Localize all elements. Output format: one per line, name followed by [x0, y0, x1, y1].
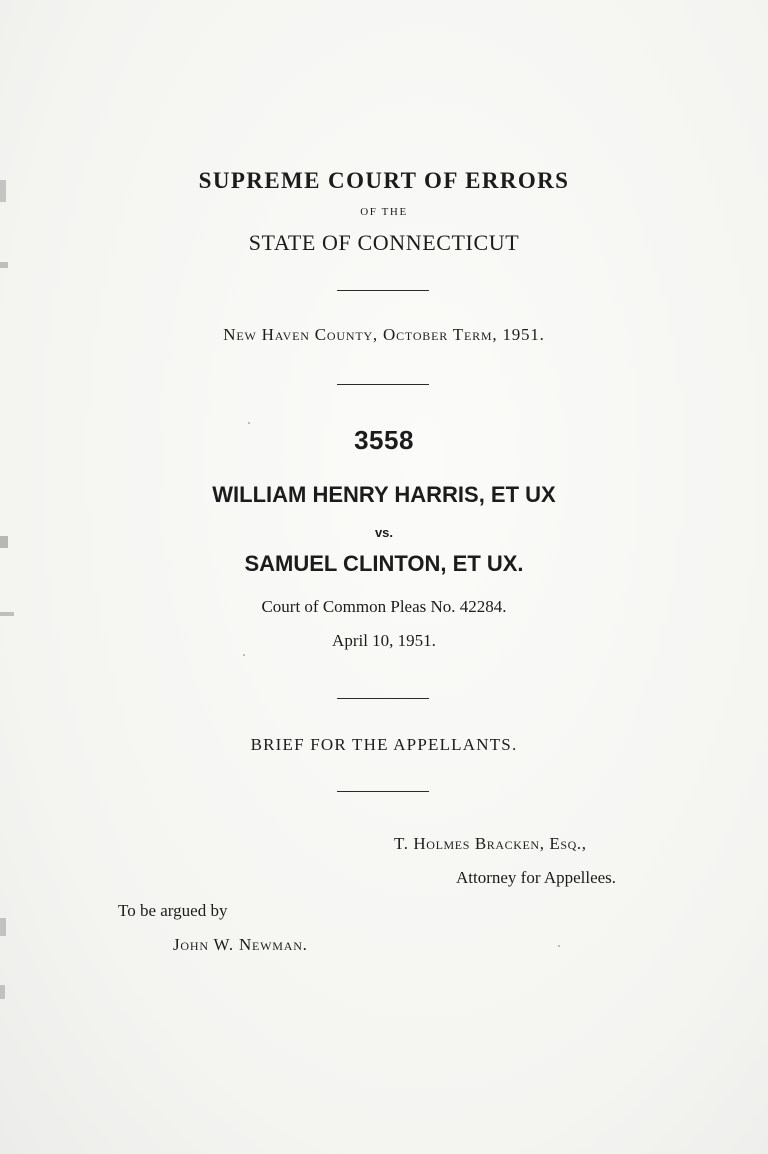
- court-term: New Haven County, October Term, 1951.: [223, 325, 545, 344]
- paper-speck: [243, 654, 245, 656]
- divider-rule: [337, 290, 429, 291]
- divider-rule: [337, 698, 429, 699]
- versus-label: vs.: [374, 525, 394, 540]
- attorney-role: Attorney for Appellees.: [456, 868, 617, 887]
- paper-speck: [248, 422, 250, 424]
- binding-mark: [0, 262, 8, 268]
- decision-date: April 10, 1951.: [332, 631, 436, 650]
- divider-rule: [337, 791, 429, 792]
- attorney-name: T. Holmes Bracken, Esq.,: [394, 834, 587, 853]
- argued-by-label: To be argued by: [118, 901, 228, 920]
- appellees-name: SAMUEL CLINTON, ET UX.: [244, 551, 524, 576]
- binding-mark: [0, 918, 6, 936]
- court-of-the: OF THE: [360, 206, 408, 218]
- argued-by-name: John W. Newman.: [173, 935, 308, 954]
- divider-rule: [337, 384, 429, 385]
- court-state: STATE OF CONNECTICUT: [248, 230, 520, 255]
- binding-mark: [0, 985, 5, 999]
- appellants-name: WILLIAM HENRY HARRIS, ET UX: [212, 482, 556, 507]
- paper-speck: [558, 945, 560, 947]
- lower-court-reference: Court of Common Pleas No. 42284.: [261, 597, 507, 616]
- brief-title: BRIEF FOR THE APPELLANTS.: [250, 735, 518, 754]
- case-number: 3558: [354, 425, 414, 455]
- court-title: SUPREME COURT OF ERRORS: [198, 168, 570, 193]
